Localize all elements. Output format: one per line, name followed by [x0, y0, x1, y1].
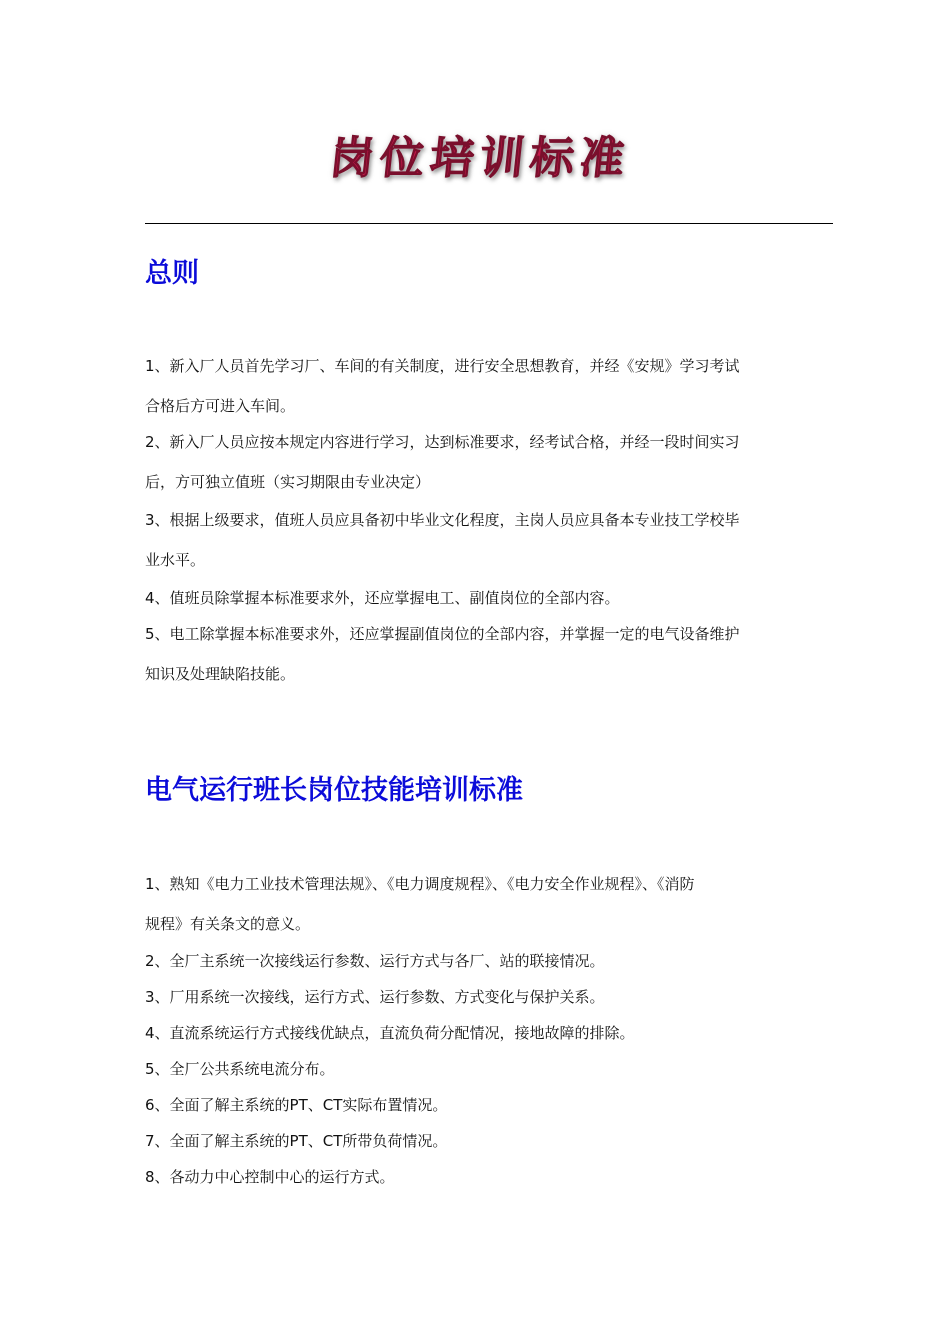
paragraph-line: 8、各动力中心控制中心的运行方式。: [145, 1168, 395, 1186]
paragraph-item: [145, 1058, 825, 1080]
document-title: 岗位培训标准: [327, 133, 633, 184]
paragraph-line: 3、厂用系统一次接线，运行方式、运行参数、方式变化与保护关系。: [145, 988, 605, 1006]
paragraph-line: 2、全厂主系统一次接线运行参数、运行方式与各厂、站的联接情况。: [145, 952, 605, 970]
paragraph-line: 4、直流系统运行方式接线优缺点，直流负荷分配情况，接地故障的排除。: [145, 1024, 635, 1042]
paragraph-item: [145, 1130, 825, 1152]
paragraph-line: 5、全厂公共系统电流分布。: [145, 1060, 335, 1078]
section-heading-shift-leader: 电气运行班长岗位技能培训标准: [145, 775, 523, 806]
paragraph-line: 3、根据上级要求，值班人员应具备初中毕业文化程度，主岗人员应具备本专业技工学校毕: [145, 511, 740, 529]
paragraph-item: [145, 587, 825, 609]
paragraph-line: 6、全面了解主系统的PT、CT实际布置情况。: [145, 1096, 448, 1114]
paragraph-item: [145, 1022, 825, 1044]
paragraph-line: 2、新入厂人员应按本规定内容进行学习，达到标准要求，经考试合格，并经一段时间实习: [145, 433, 740, 451]
paragraph-item: [145, 500, 825, 580]
paragraph-line: 4、值班员除掌握本标准要求外，还应掌握电工、副值岗位的全部内容。: [145, 589, 620, 607]
paragraph-line: 1、熟知《电力工业技术管理法规》、《电力调度规程》、《电力安全作业规程》、《消防: [145, 875, 695, 893]
paragraph-item: [145, 346, 825, 426]
paragraph-line: 后，方可独立值班（实习期限由专业决定）: [145, 473, 431, 491]
paragraph-item: [145, 422, 825, 502]
paragraph-item: [145, 864, 825, 944]
paragraph-item: [145, 950, 825, 972]
paragraph-line: 7、全面了解主系统的PT、CT所带负荷情况。: [145, 1132, 448, 1150]
title-divider: [145, 223, 833, 224]
paragraph-item: [145, 614, 825, 694]
paragraph-line: 规程》有关条文的意义。: [145, 915, 311, 933]
paragraph-line: 1、新入厂人员首先学习厂、车间的有关制度，进行安全思想教育，并经《安规》学习考试: [145, 357, 740, 375]
section-heading-general: 总则: [145, 258, 199, 289]
paragraph-item: [145, 1094, 825, 1116]
paragraph-item: [145, 1166, 825, 1188]
paragraph-line: 知识及处理缺陷技能。: [145, 665, 296, 683]
paragraph-line: 合格后方可进入车间。: [145, 397, 296, 415]
paragraph-line: 业水平。: [145, 551, 206, 569]
paragraph-line: 5、电工除掌握本标准要求外，还应掌握副值岗位的全部内容，并掌握一定的电气设备维护: [145, 625, 740, 643]
paragraph-item: [145, 986, 825, 1008]
